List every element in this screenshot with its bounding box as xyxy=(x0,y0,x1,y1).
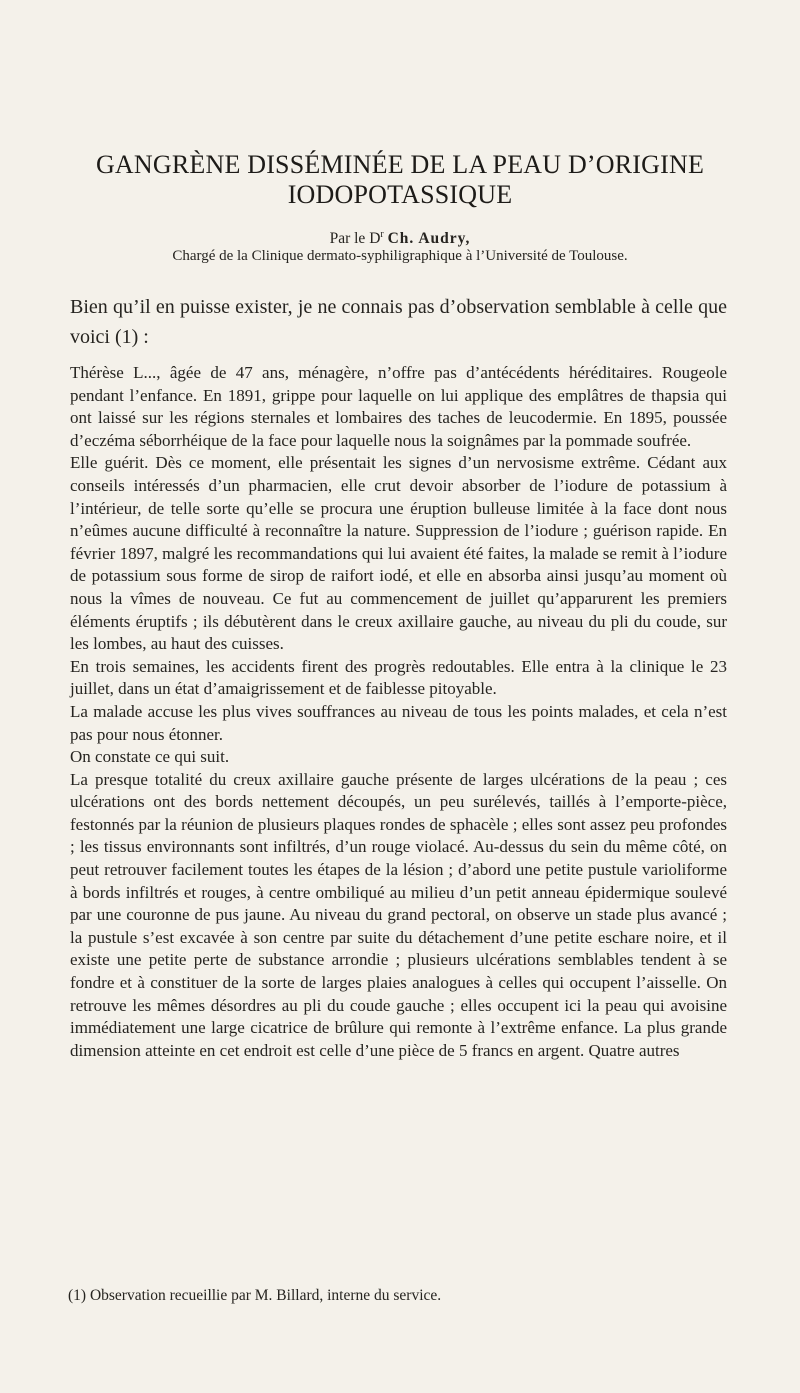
doctor-superscript: r xyxy=(380,229,384,240)
paragraph-1: Thérèse L..., âgée de 47 ans, ménagère, n’offre pas d’antécédents héréditaires. Rougeole pendant l’enfance. En 1891, grippe pour laquelle on lui applique des emplâtres de thapsia qui ont laissé sur les régions sternales et lombaires des taches de leucodermie. En 1895, poussée d’eczéma séborrhéique de la face pour laquelle nous la soignâmes par la pommade soufrée. xyxy=(70,363,727,450)
paragraph-4: La malade accuse les plus vives souffrances au niveau de tous les points malades, et cela n’est pas pour nous étonner. xyxy=(70,701,727,744)
by-prefix: Par le D xyxy=(329,230,381,248)
paragraph-2: Elle guérit. Dès ce moment, elle présentait les signes d’un nervosisme extrême. Cédant aux conseils intéressés d’un pharmacien, elle crut devoir absorber de l’iodure de potassium à l’intérieur, de telle sorte qu’elle se procura une éruption bulleuse limitée à la face dont nous n’eûmes aucune difficulté à reconnaître la nature. Suppression de l’iodure ; guérison rapide. En février 1897, malgré les recommandations qui lui avaient été faites, la malade se remit à l’iodure de potassium sous forme de sirop de raifort iodé, et elle en absorba ainsi jusqu’au moment où nous la vîmes de nouveau. Ce fut au commencement de juillet qu’apparurent les premiers éléments éruptifs ; ils débutèrent dans le creux axillaire gauche, au niveau du pli du coude, sur les lombes, au haut des cuisses. xyxy=(70,453,727,654)
title-line-1: GANGRÈNE DISSÉMINÉE DE LA PEAU D’ORIGINE xyxy=(95,150,705,179)
paragraph-3: En trois semaines, les accidents firent des progrès redoutables. Elle entra à la clinique le 23 juillet, dans un état d’amaigrissement et de faiblesse pitoyable. xyxy=(70,656,727,699)
author-affiliation: Chargé de la Clinique dermato-syphiligraphique à l’Université de Toulouse. xyxy=(172,248,628,264)
paragraph-5: On constate ce qui suit. xyxy=(70,747,230,767)
paragraph-6: La presque totalité du creux axillaire gauche présente de larges ulcérations de la peau ; ces ulcérations ont des bords nettement découpés, un peu surélevés, taillés à l’emporte-pièce, festonnés par la réunion de plusieurs plaques rondes de sphacèle ; elles sont assez peu profondes ; les tissus environnants sont infiltrés, d’un rouge violacé. Au-dessus du sein du même côté, on peut retrouver facilement toutes les étapes de la lésion ; d’abord une petite pustule varioliforme à bords infiltrés et rouges, à centre ombiliqué au milieu d’un petit anneau épidermique soulevé par une couronne de pus jaune. Au niveau du grand pectoral, on observe un stade plus avancé ; la pustule s’est excavée à son centre par suite du détachement d’une petite eschare noire, et il existe une petite perte de substance arrondie ; plusieurs ulcérations semblables tendent à se fondre et à constituer de la sorte de larges plaies analogues à celles qui occupent l’aisselle. On retrouve les mêmes désordres au pli du coude gauche ; elles occupent ici la peau qui avoisine immédiatement une large cicatrice de brûlure qui remonte à l’extrême enfance. La plus grande dimension atteinte en cet endroit est celle d’une pièce de 5 francs en argent. Quatre autres xyxy=(70,769,727,1060)
footnote: (1) Observation recueillie par M. Billard, interne du service. xyxy=(68,1287,442,1304)
title-line-2: IODOPOTASSIQUE xyxy=(287,180,513,209)
article-title xyxy=(50,150,750,210)
author-name: Ch. Audry, xyxy=(387,230,471,248)
article-body xyxy=(70,292,727,1062)
lead-paragraph: Bien qu’il en puisse exister, je ne connais pas d’observation semblable à celle que voici (1) : xyxy=(70,296,727,348)
